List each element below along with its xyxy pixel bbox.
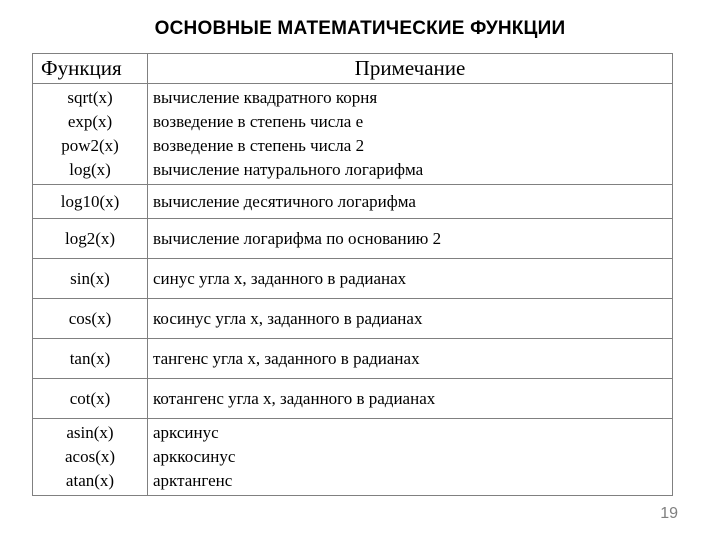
function-note: арктангенс [153,471,233,490]
function-name: exp(x) [67,112,113,131]
function-note: тангенс угла x, заданного в радианах [148,339,673,379]
header-function: Функция [33,54,148,84]
page-number: 19 [660,505,678,522]
function-note: арккосинус [153,447,236,466]
function-name: asin(x) [66,423,114,442]
function-cell-group-1 [33,84,148,185]
function-note: косинус угла x, заданного в радианах [148,299,673,339]
functions-table [32,53,673,496]
function-name: cos(x) [33,299,148,339]
function-cell-group-2 [33,419,148,496]
function-note: возведение в степень числа е [153,112,364,131]
table-row [33,185,673,219]
note-cell-group-1 [148,84,673,185]
table-row [33,339,673,379]
function-name: log2(x) [33,219,148,259]
table-header-row [33,54,673,84]
function-note: вычисление логарифма по основанию 2 [148,219,673,259]
function-note: вычисление натурального логарифма [153,160,424,179]
table-row [33,259,673,299]
header-note: Примечание [148,54,673,84]
function-name: atan(x) [65,471,115,490]
function-name: log(x) [69,160,111,179]
table-row [33,299,673,339]
table-row [33,219,673,259]
function-name: cot(x) [33,379,148,419]
function-name: log10(x) [33,185,148,219]
function-note: возведение в степень числа 2 [153,136,365,155]
function-note: вычисление квадратного корня [153,88,378,107]
note-cell-group-2 [148,419,673,496]
function-note: арксинус [153,423,219,442]
table-row-group-2 [33,419,673,496]
function-note: синус угла x, заданного в радианах [148,259,673,299]
function-name: tan(x) [33,339,148,379]
function-note: вычисление десятичного логарифма [148,185,673,219]
table-row [33,379,673,419]
page-title: ОСНОВНЫЕ МАТЕМАТИЧЕСКИЕ ФУНКЦИИ [154,18,566,39]
function-name: pow2(x) [61,136,119,155]
table-row-group-1 [33,84,673,185]
function-name: sin(x) [33,259,148,299]
function-note: котангенс угла x, заданного в радианах [148,379,673,419]
function-name: sqrt(x) [67,88,113,107]
function-name: acos(x) [64,447,116,466]
